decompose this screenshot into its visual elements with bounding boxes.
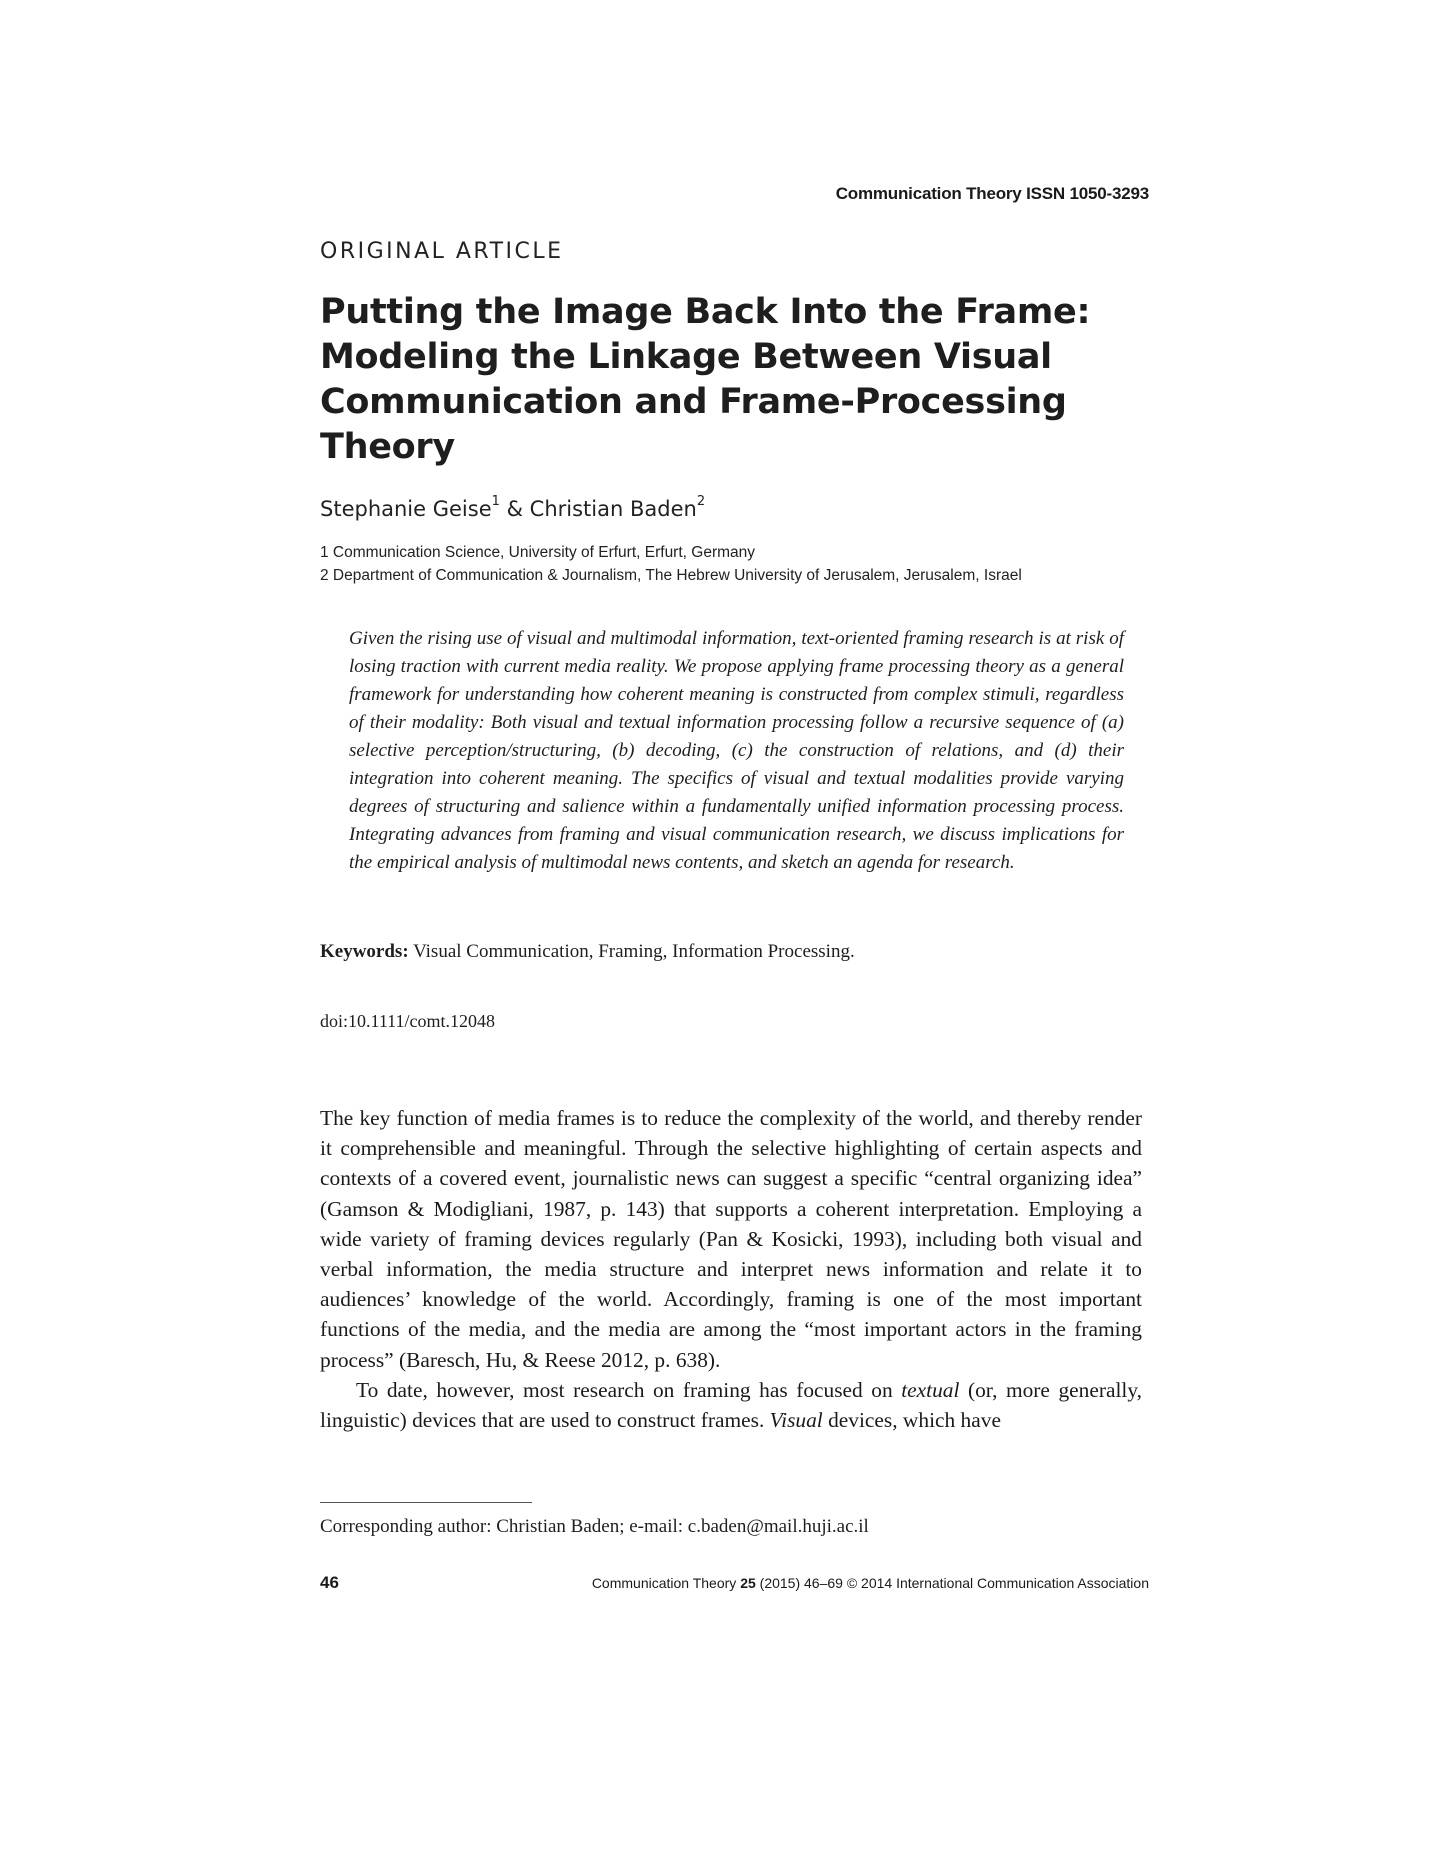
affiliation-mark: 1 bbox=[491, 494, 500, 509]
doi-link[interactable]: doi:10.1111/comt.12048 bbox=[320, 1011, 495, 1031]
abstract: Given the rising use of visual and multimodal information, text-oriented framing research is at risk of losing traction with current media reality. We propose applying frame processing theory as a general framework for understanding how coherent meaning is constructed from complex stimuli, regardless of their modality: Both visual and textual information processing follow a recursive sequence of (a) selective perception/structuring, (b) decoding, (c) the construction of relations, and (d) their integration into coherent meaning. The specifics of visual and textual modalities provide varying degrees of structuring and salience within a fundamentally unified information processing process. Integrating advances from framing and visual communication research, we discuss implications for the empirical analysis of multimodal news contents, and sketch an agenda for research. bbox=[349, 628, 1124, 873]
author-name: Christian Baden bbox=[529, 497, 697, 521]
article-type-label: ORIGINAL ARTICLE bbox=[320, 239, 564, 264]
emphasis-text: textual bbox=[901, 1377, 960, 1402]
body-paragraph: The key function of media frames is to reduce the complexity of the world, and thereby render it comprehensible and meaningful. Through the selective highlighting of certain aspects and contexts of a covered event, journalistic news can suggest a specific “central organizing idea” (Gamson & Modigliani, 1987, p. 143) that supports a coherent interpretation. Employing a wide variety of framing devices regularly (Pan & Kosicki, 1993), including both visual and verbal information, the media structure and interpret news information and relate it to audiences’ knowledge of the world. Accordingly, framing is one of the most important functions of the media, and the media are among the “most important actors in the framing process” (Baresch, Hu, & Reese 2012, p. 638). bbox=[320, 1106, 1142, 1372]
footer-issue-pages: (2015) 46–69 © 2014 International Communication Association bbox=[759, 1575, 1149, 1591]
corresponding-author-note: Corresponding author: Christian Baden; e-mail: c.baden@mail.huji.ac.il bbox=[320, 1516, 869, 1537]
affiliation-item: 2 Department of Communication & Journalism, The Hebrew University of Jerusalem, Jerusalem, Israel bbox=[320, 567, 1022, 584]
author-name: Stephanie Geise bbox=[320, 497, 492, 521]
body-text bbox=[320, 1103, 1142, 1435]
footer-journal: Communication Theory bbox=[591, 1575, 737, 1591]
author-separator: & bbox=[506, 497, 523, 521]
emphasis-text: Visual bbox=[769, 1408, 823, 1433]
affiliation-item: 1 Communication Science, University of Erfurt, Erfurt, Germany bbox=[320, 544, 756, 561]
page-number: 46 bbox=[320, 1573, 339, 1592]
keywords bbox=[320, 941, 855, 963]
journal-header: Communication Theory ISSN 1050-3293 bbox=[835, 184, 1149, 203]
affiliation-mark: 2 bbox=[696, 494, 706, 509]
body-paragraph bbox=[320, 1375, 1142, 1435]
keywords-label: Keywords: bbox=[320, 941, 409, 962]
footer-volume: 25 bbox=[740, 1575, 756, 1591]
affiliation-list bbox=[320, 541, 1022, 587]
text-run: devices, which have bbox=[822, 1408, 1001, 1433]
footer-citation bbox=[592, 1575, 1149, 1591]
text-run: To date, however, most research on framing has focused on bbox=[356, 1377, 902, 1402]
article-title: Putting the Image Back Into the Frame: Modeling the Linkage Between Visual Communication and Frame-Processing Theory bbox=[320, 292, 1091, 467]
text-run: (or, more generally, linguistic) devices that are used to construct frames. bbox=[320, 1377, 1142, 1433]
author-line bbox=[320, 494, 706, 521]
keywords-list: Visual Communication, Framing, Information Processing. bbox=[413, 941, 855, 962]
footnote-divider bbox=[320, 1502, 532, 1503]
